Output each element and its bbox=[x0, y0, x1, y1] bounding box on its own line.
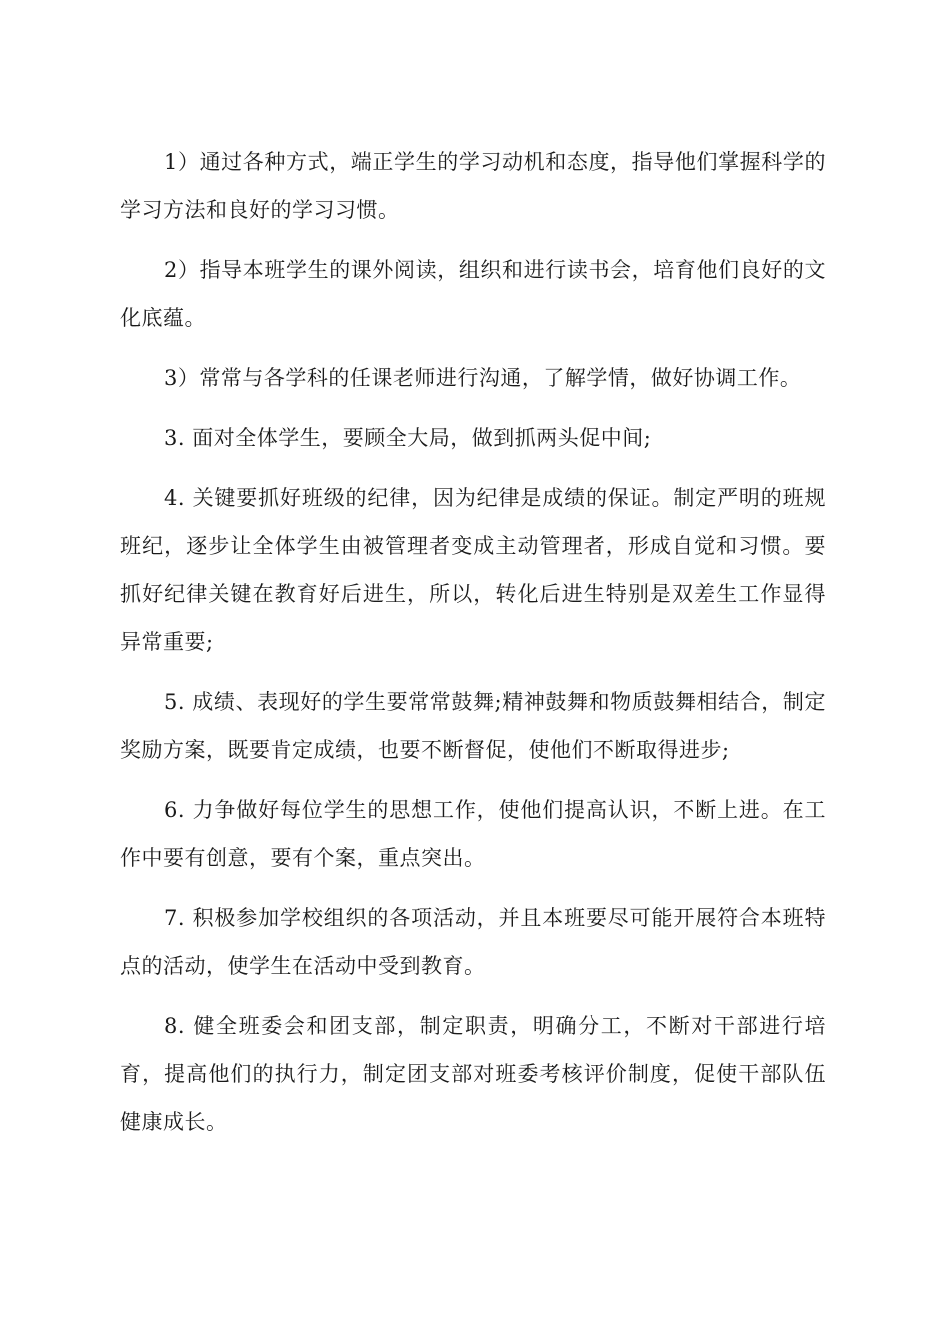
paragraph-7: 6. 力争做好每位学生的思想工作，使他们提高认识，不断上进。在工作中要有创意，要有个案，重点突出。 bbox=[120, 798, 826, 870]
paragraph-3: 3）常常与各学科的任课老师进行沟通，了解学情，做好协调工作。 bbox=[164, 366, 802, 390]
paragraph-9: 8. 健全班委会和团支部，制定职责，明确分工，不断对干部进行培育，提高他们的执行力，制定团支部对班委考核评价制度，促使干部队伍健康成长。 bbox=[120, 1014, 826, 1134]
paragraph-6: 5. 成绩、表现好的学生要常常鼓舞;精神鼓舞和物质鼓舞相结合，制定奖励方案，既要肯定成绩，也要不断督促，使他们不断取得进步; bbox=[120, 690, 826, 762]
paragraph-1: 1）通过各种方式，端正学生的学习动机和态度，指导他们掌握科学的学习方法和良好的学习习惯。 bbox=[120, 150, 826, 222]
paragraph-5: 4. 关键要抓好班级的纪律，因为纪律是成绩的保证。制定严明的班规班纪，逐步让全体学生由被管理者变成主动管理者，形成自觉和习惯。要抓好纪律关键在教育好后进生，所以，转化后进生特别是双差生工作显得异常重要; bbox=[120, 486, 826, 654]
paragraph-4: 3. 面对全体学生，要顾全大局，做到抓两头促中间; bbox=[164, 426, 652, 450]
paragraph-8: 7. 积极参加学校组织的各项活动，并且本班要尽可能开展符合本班特点的活动，使学生在活动中受到教育。 bbox=[120, 906, 826, 978]
document-body bbox=[120, 138, 826, 1158]
paragraph-2: 2）指导本班学生的课外阅读，组织和进行读书会，培育他们良好的文化底蕴。 bbox=[120, 258, 826, 330]
